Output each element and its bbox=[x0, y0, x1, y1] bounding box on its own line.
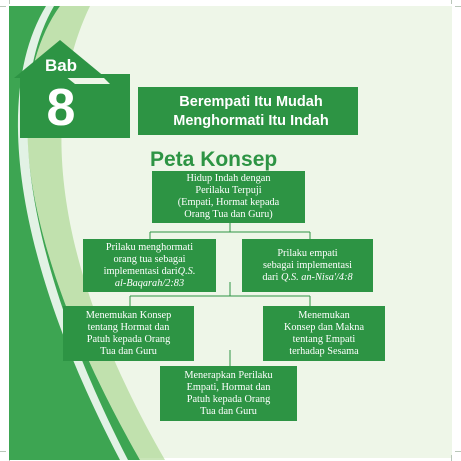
concept-map-heading: Peta Konsep bbox=[150, 148, 278, 171]
concept-right-branch-ref: Q.S. an-Nisa'/4:8 bbox=[280, 271, 353, 283]
concept-left-finding-text: Menemukan Konsep tentang Hormat dan Patuh kepada Orang Tua dan Guru bbox=[85, 309, 172, 357]
concept-right-branch-box bbox=[242, 239, 373, 292]
concept-left-branch-ref: Q.S. al-Baqarah/2:83 bbox=[114, 265, 196, 289]
chapter-number: 8 bbox=[46, 79, 76, 137]
concept-root-box bbox=[152, 171, 305, 223]
chapter-label: Bab bbox=[44, 56, 78, 75]
concept-conclusion-box bbox=[160, 366, 297, 421]
chapter-title-line-2: Menghormati Itu Indah bbox=[173, 113, 329, 129]
concept-left-finding-box bbox=[63, 306, 194, 361]
concept-left-branch-text: Prilaku menghormati orang tua sebagai implementasi dariQ.S. al-Baqarah/2:83 bbox=[103, 241, 196, 289]
concept-root-text: Hidup Indah dengan Perilaku Terpuji (Empati, Hormat kepada Orang Tua dan Guru) bbox=[177, 173, 280, 220]
concept-left-branch-box bbox=[83, 239, 216, 292]
chapter-title-line-1: Berempati Itu Mudah bbox=[179, 94, 323, 110]
concept-right-finding-box bbox=[263, 306, 385, 361]
concept-right-finding-text: Menemukan Konsep dan Makna tentang Empati terhadap Sesama bbox=[283, 309, 365, 357]
concept-conclusion-text: Menerapkan Perilaku Empati, Hormat dan Patuh kepada Orang Tua dan Guru bbox=[184, 369, 273, 417]
concept-right-branch-text: Prilaku empati sebagai implementasi dari Q.S. an-Nisa'/4:8 bbox=[262, 247, 353, 283]
